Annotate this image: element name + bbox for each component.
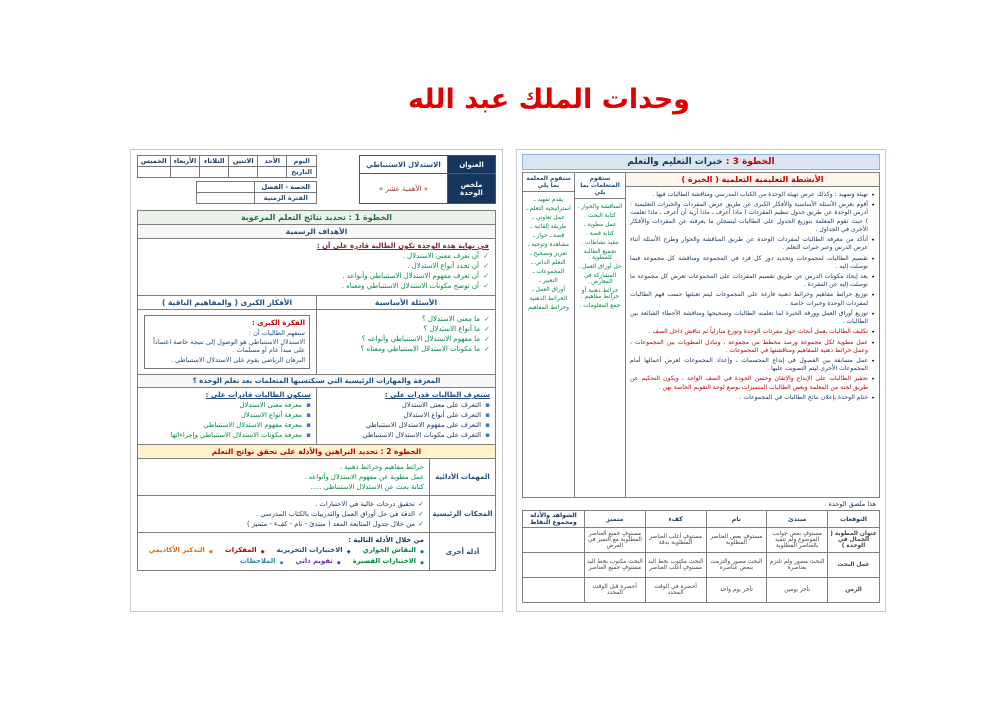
goal-item: ✓ أن تحدد أنواع الاستدلال . xyxy=(144,262,489,270)
unit-title-value: الاستدلال الاستنباطي xyxy=(360,156,448,174)
question-item: ✓ ما أنواع الاستدلال ؟ xyxy=(322,325,490,333)
will-do-item: ▪ معرفة مفهوم الاستدلال الاستنباطي xyxy=(143,421,311,429)
unit-summary-value: « الأهمية عشر » xyxy=(360,174,448,204)
step1-header xyxy=(138,211,495,225)
step2-title: تحديد البراهين والأدلة على تحقق نواتج التعلم xyxy=(211,447,378,456)
step1-number: الخطوة 1 : xyxy=(348,213,393,222)
check-icon xyxy=(418,500,424,508)
level-competent-header: كفء xyxy=(645,511,706,528)
diamond-icon xyxy=(209,547,213,555)
goal-item: ✓ أن تعرف معنى الاستدلال . xyxy=(144,252,489,260)
question-item: ✓ ما مفهوم الاستدلال الاستنباطي وأنواعه ؟ xyxy=(322,335,490,343)
level-distinguished-header: متميز xyxy=(585,511,646,528)
day-cell: الخميس xyxy=(138,156,171,167)
performance-tasks-label: المهمات الأدائية xyxy=(429,459,495,495)
big-idea-box xyxy=(144,315,310,369)
bullet-icon xyxy=(871,357,875,366)
knowledge-row xyxy=(138,388,495,445)
diamond-icon xyxy=(261,547,265,555)
activity-item: • تقسيم الطالبات لمجموعات وتحديد دور كل فرد في المجموعة ومناقشة كل مجموعة فيما توصلت إليه . xyxy=(630,255,875,271)
class-period-table xyxy=(196,181,317,204)
expectations-header: التوقعات xyxy=(828,511,880,528)
diamond-icon xyxy=(337,558,341,566)
teacher-activity-item: عمل تعاوني ـ xyxy=(532,215,565,221)
will-know-item: ▪ التعرف على مفهوم الاستدلال الاستنباطي xyxy=(322,421,490,429)
teacher-activity-item: الخرائط الذهنية xyxy=(529,296,568,302)
learning-experiences-table xyxy=(522,172,880,498)
unit-title-label: العنوان xyxy=(448,156,496,174)
evidence-chip: ◆ الاختبارات التحريرية xyxy=(277,546,351,554)
rubric-table xyxy=(522,510,880,603)
learners-list xyxy=(575,199,625,314)
official-goals-header: الأهداف الرسمية xyxy=(138,225,495,239)
activity-item: • تكليف الطالبات بعمل أبحاث حول مفردات الوحدة وتوزع منازلياً ثم تناقش داخل الصف . xyxy=(630,328,875,336)
unit-summary-label: ملخص الوحدة xyxy=(448,174,496,204)
rubric-cell: تأخر يومين xyxy=(767,578,828,603)
rubric-cell: تأخر يوم واحد xyxy=(706,578,767,603)
unit-title-table xyxy=(359,155,496,204)
learners-column xyxy=(574,173,625,497)
rubric-cell: البحث مكتوب بخط اليد مستوفٍ أغلب العناصر xyxy=(645,553,706,578)
square-bullet-icon xyxy=(306,431,311,439)
date-cell xyxy=(200,167,229,178)
evidence-chip: ◆ الملاحظات xyxy=(240,557,284,565)
will-do-item: ▪ معرفة معنى الاستدلال xyxy=(143,401,311,409)
bullet-icon xyxy=(871,339,875,348)
evidence-intro: من خلال الأدلة التالية : xyxy=(348,536,424,544)
activity-item: • أقوم بعرض الأسئلة الأساسية والأفكار الكبرى عن طريق عرض المفردات والخبرات التعليمية : أدرس الوحدة عن طريق جدول تنظيم المفردات ( ماذا أعرف ـ ماذا أريد أن أعرف ـ ماذا تعلمت ) حيث تقوم المعلمة بتوزيع الجدول على الطالبات ليسجلن ما يعرفنه عن المفردات والأفكار الأخرى في الجداول . xyxy=(630,201,875,234)
check-icon xyxy=(484,335,490,343)
activity-item: • ختام الوحدة بإعلان نتائج الطالبات في المجموعات . xyxy=(630,394,875,402)
document-title: وحدات الملك عبد الله xyxy=(408,84,690,115)
rubric-cell: مستوفٍ بعض العناصر المطلوبة xyxy=(706,528,767,553)
will-do-item: ▪ معرفة أنواع الاستدلال xyxy=(143,411,311,419)
date-cell xyxy=(229,167,258,178)
rubric-cell: البحث مكتوب بخط اليد مستوفٍ جميع العناصر xyxy=(585,553,646,578)
will-do-item: ▪ معرفة مكونات الاستدلال الاستنباطي وإجراءاتها xyxy=(143,431,311,439)
goals-list xyxy=(144,252,489,290)
bullet-icon xyxy=(871,236,875,245)
question-item: ✓ ما معنى الاستدلال ؟ xyxy=(322,315,490,323)
rubric-header-row xyxy=(523,511,880,528)
activity-item: • أتأكد من معرفة الطالبات لمفردات الوحدة عن طريق المناقشة والحوار وطرح الأسئلة أثناء عرض الدرس وعبر خبرات التعلم . xyxy=(630,236,875,252)
rubric-cell: البحث مصور والتزمت ببعض عناصره xyxy=(706,553,767,578)
diamond-icon xyxy=(280,558,284,566)
activity-item: • عمل مسابقة بين الفصول في إبداع المجسمات ، وإعداد المجموعات لعرض أعمالها أمام المجموعات الأخرى ليتم التصويت عليها . xyxy=(630,357,875,373)
teacher-activity-item: يقدم تمهيد ـ xyxy=(533,197,564,203)
check-icon xyxy=(484,325,490,333)
big-idea-lines xyxy=(149,329,305,364)
square-bullet-icon xyxy=(485,421,490,429)
class-value-cell xyxy=(197,182,255,193)
diamond-icon xyxy=(420,558,424,566)
bullet-icon xyxy=(871,328,875,337)
will-do-list xyxy=(143,401,311,439)
period-value-cell xyxy=(197,193,255,204)
criteria-row xyxy=(138,496,495,533)
performance-task-item: كتابة بحث عن الاستدلال الاستنباطي ..... xyxy=(310,483,424,491)
rubric-row-label: عمل البحث xyxy=(828,553,880,578)
rubric-row-title xyxy=(523,528,880,553)
criteria-item: ✓ الدقة في حل أوراق العمل والتدريبات بالكتاب المدرسي . xyxy=(143,510,424,518)
other-evidence-label: أدلة أخرى xyxy=(429,533,495,570)
rubric-cell: أحضره قبل الوقت المحدد xyxy=(585,578,646,603)
activities-list xyxy=(626,187,879,406)
evidence-chip: ◆ التذكير الأكاديمي xyxy=(149,546,213,554)
evidence-chip: ◆ المفكرات xyxy=(225,546,265,554)
check-icon xyxy=(418,520,424,528)
step3-title: خبرات التعليم والتعلم xyxy=(627,157,723,167)
rubric-row-time xyxy=(523,578,880,603)
criteria-item: ✓ تحقيق درجات عالية في الاختبارات . xyxy=(143,500,424,508)
class-label: الحصة - الفصل xyxy=(255,182,317,193)
performance-tasks-row xyxy=(138,459,495,496)
bullet-icon xyxy=(871,375,875,384)
learner-activity-item: خرائط ذهنية أو خرائط مفاهيم . xyxy=(580,288,620,300)
level-developing-header: نام xyxy=(706,511,767,528)
check-icon xyxy=(418,510,424,518)
level-beginner-header: مبتدئ xyxy=(767,511,828,528)
learner-activity-item: تنفيذ نشاطات . xyxy=(581,240,619,246)
teacher-list xyxy=(523,192,574,316)
step3-number: الخطوة 3 : xyxy=(725,157,775,167)
question-item: ✓ ما مكونات الاستدلال الاستنباطي ومعناه ؟ xyxy=(322,345,490,353)
learner-activity-item: تجميع الطالبة للمطوية . xyxy=(583,249,617,261)
teacher-activity-item: مشاهدة وتوجيه ـ xyxy=(527,242,570,248)
teacher-activity-item: طريقة إلقائية ـ xyxy=(530,224,567,230)
day-cell: الثلاثاء xyxy=(200,156,229,167)
rubric-cell: مستوفٍ بعض جوانب الموضوع ولم تتقيد بالعناصر المطلوبة xyxy=(767,528,828,553)
performance-task-item: عمل مطوية عن مفهوم الاستدلال وأنواعه . xyxy=(304,473,424,481)
check-icon xyxy=(484,345,490,353)
evidence-chips xyxy=(143,545,424,568)
rubric-cell: مستوفٍ أغلب العناصر المطلوبة بدقة xyxy=(645,528,706,553)
questions-ideas-headers xyxy=(138,296,495,310)
will-know-label: ستعرف الطالبات قدرات على : xyxy=(384,391,490,399)
big-idea-column xyxy=(138,310,316,374)
check-icon xyxy=(483,282,489,290)
criteria-list xyxy=(138,496,429,532)
questions-list xyxy=(322,315,490,353)
learners-header: ستقوم المتعلمات بما يلي xyxy=(575,173,625,199)
teacher-activity-item: تعزيز وتصحيح ـ xyxy=(529,251,568,257)
bullet-icon xyxy=(871,291,875,300)
period-label: الفترة الزمنية xyxy=(255,193,317,204)
learner-activity-item: جمع المعلومات . xyxy=(579,303,621,309)
goal-item: ✓ أن تعرف مفهوم الاستدلال الاستنباطي وأنواعه . xyxy=(144,272,489,280)
bullet-icon xyxy=(871,255,875,264)
unit-info-section xyxy=(137,155,496,204)
questions-column xyxy=(316,310,495,374)
rubric-row-research xyxy=(523,553,880,578)
check-icon xyxy=(483,252,489,260)
activity-item: • تحفيز الطالبات على الإبداع والإتقان وحسن الجودة في الصف الواحد ، ويكون التحكيم عن طريق لجنة من المعلمة وبعض الطالبات المتميزات بوضع لوحة التقويم الخاصة بهن . xyxy=(630,375,875,391)
rubric-cell: مستوفٍ جميع العناصر المطلوبة مع التميز في العرض xyxy=(585,528,646,553)
square-bullet-icon xyxy=(306,411,311,419)
square-bullet-icon xyxy=(485,431,490,439)
teacher-activity-item: أوراق العمل ـ xyxy=(531,287,566,293)
learner-activity-item: المشاركة في المعارض . xyxy=(583,273,617,285)
page-right xyxy=(516,149,886,612)
diamond-icon xyxy=(420,547,424,555)
check-icon xyxy=(484,315,490,323)
rubric-cell-empty xyxy=(523,553,585,578)
check-icon xyxy=(483,262,489,270)
activity-item: • عمل مطوية لكل مجموعة ورصد مخطط من مجموعة ، وتبادل المطويات بين المجموعات ، وعمل خرائط ذهنية للمفاهيم ومناقشتها في المجموعات . xyxy=(630,339,875,355)
activities-column xyxy=(625,173,879,497)
square-bullet-icon xyxy=(485,411,490,419)
date-cell xyxy=(138,167,171,178)
evidence-points-header: الشواهد والأدلة ومجموع النقاط xyxy=(523,511,585,528)
day-row-label: اليوم xyxy=(287,156,317,167)
will-do-column xyxy=(138,388,316,444)
teacher-activity-item: المجموعات ـ xyxy=(532,269,565,275)
goals-block xyxy=(138,239,495,296)
activity-item: • توزيع أوراق العمل وورقة الخبرة لما تعلمته الطالبات وتصحيحها ومناقشة الأخطاء الشائعة بين الطالبات . xyxy=(630,310,875,326)
learner-activity-item: عمل مطوية . xyxy=(583,222,617,228)
bullet-icon xyxy=(871,191,875,200)
learner-activity-item: المناقشة والحوار . xyxy=(577,204,623,210)
learner-activity-item: كتابة قصة . xyxy=(586,231,614,237)
bullet-icon xyxy=(871,310,875,319)
bullet-icon xyxy=(871,273,875,282)
date-cell xyxy=(170,167,200,178)
rubric-cell-empty xyxy=(523,528,585,553)
step2-number: الخطوة 2 : xyxy=(380,447,422,456)
criteria-item: ✓ من خلال جدول المتابعة المعد ( مبتدئ - نام - كفء - متميز ) xyxy=(143,520,424,528)
day-cell: الأربعاء xyxy=(170,156,200,167)
step3-header xyxy=(522,154,880,170)
bullet-icon xyxy=(871,201,875,210)
activity-item: • بعد إيجاد مكونات الدرس عن طريق تقسيم المفردات على المجموعات تعرض كل مجموعة ما توصلت إليه عن المفردة . xyxy=(630,273,875,289)
big-ideas-header: الأفكار الكبرى ( والمفاهيم الباقية ) xyxy=(161,298,293,307)
schedule-table xyxy=(137,155,317,178)
diamond-icon xyxy=(347,547,351,555)
goal-item: ✓ أن توضح مكونات الاستدلال الاستنباطي ومعناه . xyxy=(144,282,489,290)
big-idea-title: الفكرة الكبرى : xyxy=(251,319,305,327)
will-know-list xyxy=(322,401,490,439)
square-bullet-icon xyxy=(485,401,490,409)
square-bullet-icon xyxy=(306,421,311,429)
will-know-column xyxy=(316,388,495,444)
goals-intro: في نهاية هذه الوحدة تكون الطالبة قادرة على أن : xyxy=(316,242,489,250)
teacher-activity-item: وخرائط المفاهيم xyxy=(528,305,569,311)
bullet-icon xyxy=(871,394,875,403)
unit-plan-box xyxy=(137,210,496,571)
rubric-cell-empty xyxy=(523,578,585,603)
teacher-header: ستقوم المعلمة بما يلي xyxy=(523,173,574,192)
will-do-label: ستكون الطالبات قادرات على : xyxy=(205,391,311,399)
teacher-activity-item: التعبير ـ xyxy=(539,278,558,284)
learner-activity-item: كتابة البحث . xyxy=(584,213,616,219)
rubric-cell: أحضره في الوقت المحدد xyxy=(645,578,706,603)
knowledge-header: المعرفة والمهارات الرئيسية التي ستكتسبها المتعلمات بعد تعلم الوحدة ؟ xyxy=(138,375,495,388)
date-cell xyxy=(258,167,287,178)
evidence-chip: ◆ النقاش الحواري xyxy=(363,546,424,554)
performance-tasks-list xyxy=(138,459,429,495)
square-bullet-icon xyxy=(306,401,311,409)
other-evidence-row xyxy=(138,533,495,570)
evidence-chip: ◆ تقويم ذاتي xyxy=(295,557,340,565)
will-know-item: ▪ التعرف على مكونات الاستدلال الاستنباطي xyxy=(322,431,490,439)
teacher-activity-item: قصة ـ حوار ـ xyxy=(532,233,565,239)
day-cell: الاثنين xyxy=(229,156,258,167)
check-icon xyxy=(483,272,489,280)
big-idea-line: ستفهم الطالبات أن : xyxy=(248,328,305,337)
activity-item: • توزيع خرائط مفاهيم وخرائط ذهنية فارغة على المجموعات ليتم تعبئتها حسب فهم الطالبات لمفردات الوحدة وخبرات خاصة . xyxy=(630,291,875,307)
big-idea-line: البرهان الرياضي يقوم على الاستدلال الاستنباطي . xyxy=(170,355,305,364)
essential-questions-header: الأسئلة الأساسية xyxy=(316,296,495,309)
performance-task-item: خرائط مفاهيم وخرائط ذهنية . xyxy=(339,463,424,471)
criteria-label: المحكات الرئيسية xyxy=(429,496,495,532)
will-know-item: ▪ التعرف على أنواع الاستدلال xyxy=(322,411,490,419)
teacher-activity-item: استراتيجية التعلم ـ xyxy=(526,206,571,212)
day-cell: الأحد xyxy=(258,156,287,167)
learner-activity-item: حل أوراق العمل . xyxy=(578,264,622,270)
rubric-cell: البحث مصور ولم تلتزم بعناصره xyxy=(767,553,828,578)
page-left xyxy=(130,149,503,612)
schedule-block xyxy=(137,155,317,204)
activities-header: الأنشطة التعليمية التعلمية ( الخبرة ) xyxy=(626,173,879,187)
unit-note: هذا ملصق الوحدة . xyxy=(824,500,876,508)
rubric-row-label: الزمن xyxy=(828,578,880,603)
rubric-row-label: عنوان المطوية ( الجمال في الوحدة ) xyxy=(828,528,880,553)
questions-ideas-row xyxy=(138,310,495,375)
teacher-column xyxy=(523,173,574,497)
activity-item: • تهيئة وتمهيد : وكذلك عرض تهيئة الوحدة من الكتاب المدرسي ومناقشة الطالبات فيها . xyxy=(630,191,875,199)
step2-header xyxy=(138,445,495,459)
evidence-chip: ◆ الاختبارات القصيرة xyxy=(353,557,424,565)
big-idea-line: الاستدلال الاستنباطي هو الوصول إلى نتيجة خاصة اعتماداً على مبدأ عام أو مسلمات . xyxy=(153,338,305,354)
step1-title: تحديد نتائج التعلم المرغوبة xyxy=(240,213,346,222)
teacher-activity-item: التعلم الذاتي ـ xyxy=(531,260,566,266)
date-row-label: التاريخ xyxy=(287,167,317,178)
other-evidence-content xyxy=(138,533,429,570)
will-know-item: ▪ التعرف على معنى الاستدلال xyxy=(322,401,490,409)
